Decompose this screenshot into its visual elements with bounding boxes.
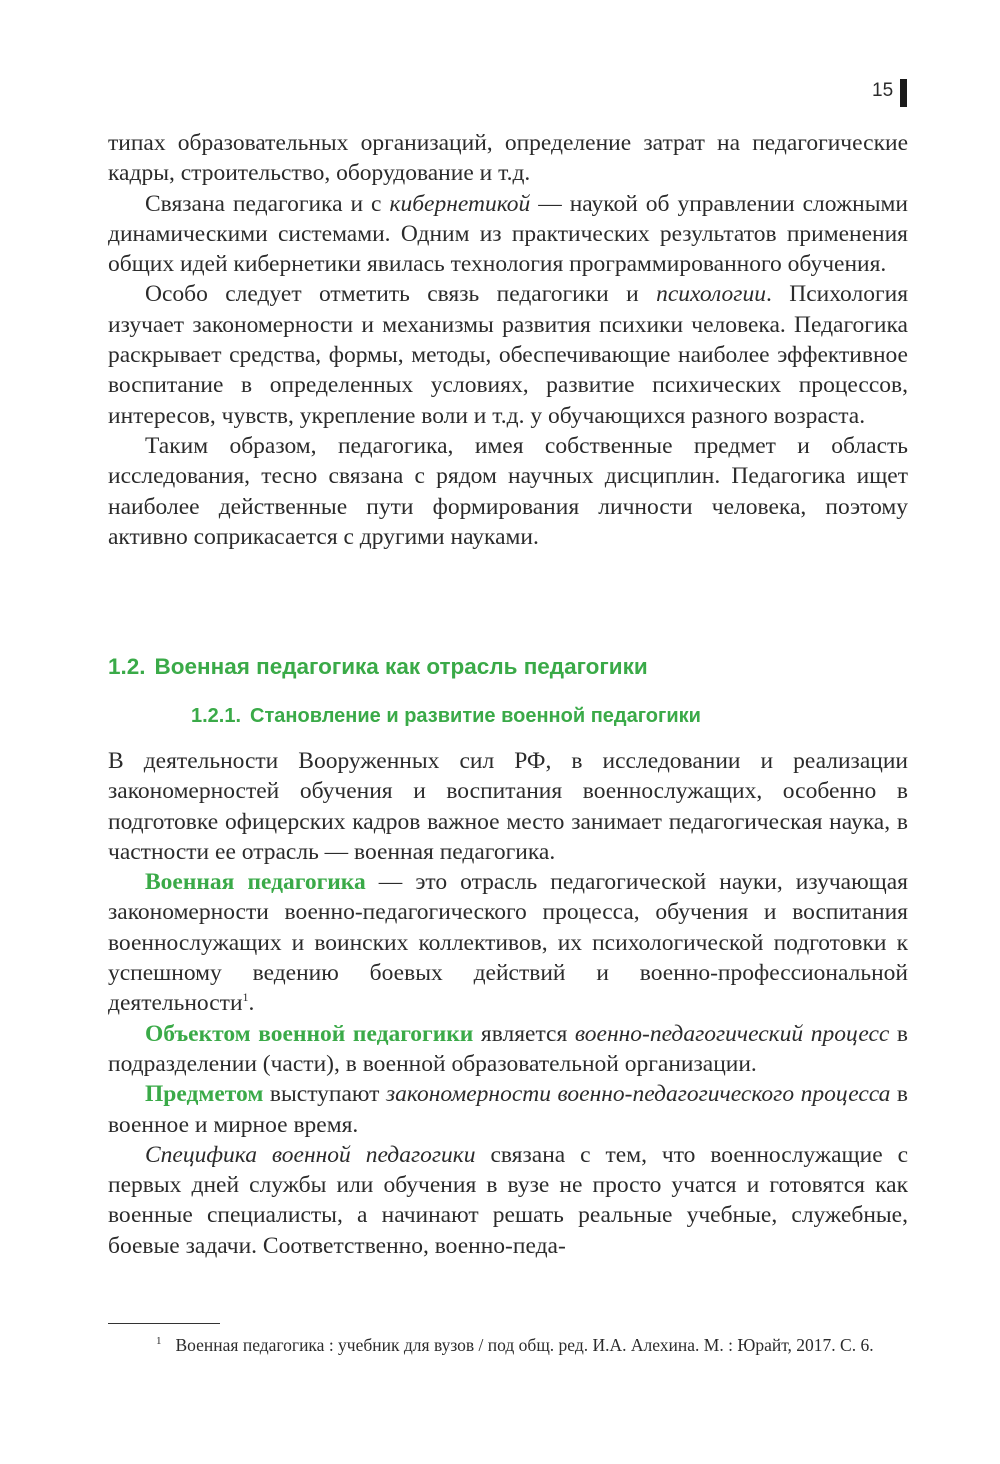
paragraph-7-text-start: является bbox=[473, 1020, 575, 1047]
paragraph-5 bbox=[108, 746, 908, 867]
body-text-top bbox=[108, 128, 908, 552]
paragraph-8-text-start: выступают bbox=[263, 1081, 386, 1108]
footnote-divider bbox=[108, 1323, 220, 1324]
paragraph-8-text-end: в военное и мирное время. bbox=[108, 1081, 908, 1138]
term-military-pedagogical-process: военно-педагогический процесс bbox=[574, 1020, 890, 1047]
page-number-bar bbox=[900, 79, 907, 107]
term-specifics: Специфика военной педагогики bbox=[145, 1141, 476, 1168]
term-subject: Предметом bbox=[145, 1081, 264, 1108]
paragraph-2-text-end: — наукой об управлении сложными динамическими системами. Одним из практических результатов применения общих идей кибернетики явилась технология программированного обучения. bbox=[108, 190, 908, 278]
paragraph-7-text-end: в подразделении (части), в военной образовательной организации. bbox=[108, 1020, 908, 1077]
footnote-marker: 1 bbox=[156, 1335, 162, 1348]
paragraph-9-text: связана с тем, что военнослужащие с первых дней службы или обучения в вузе не просто учатся и готовятся как военные специалисты, а начинают решать реальные учебные, служебные, боевые задачи. Соответственно, военно-педа- bbox=[108, 1141, 908, 1259]
paragraph-3-text-start: Особо следует отметить связь педагогики и bbox=[145, 281, 657, 308]
paragraph-7 bbox=[108, 1019, 908, 1080]
term-object: Объектом военной педагогики bbox=[145, 1020, 474, 1047]
section-number: 1.2. bbox=[108, 654, 146, 679]
footnote-reference[interactable]: 1 bbox=[242, 990, 249, 1005]
section-title-text: Военная педагогика как отрасль педагогики bbox=[154, 654, 648, 679]
section-heading bbox=[108, 654, 908, 680]
subsection-number: 1.2.1. bbox=[191, 705, 242, 727]
paragraph-6-text-end: . bbox=[248, 990, 255, 1017]
term-cybernetics: кибернетикой bbox=[389, 190, 531, 217]
term-regularities: закономерности военно-педагогического процесса bbox=[385, 1081, 891, 1108]
paragraph-3-text-end: . Психология изучает закономерности и механизмы развития психики человека. Педагогика раскрывает средства, формы, методы, обеспечивающие наиболее эффективное воспитание в определенных условиях, развитие психических процессов, интересов, чувств, укрепление воли и т.д. у обучающихся разного возраста. bbox=[108, 281, 908, 429]
paragraph-8 bbox=[108, 1079, 908, 1140]
paragraph-6-text: — это отрасль педагогической науки, изучающая закономерности военно-педагогического процесса, обучения и воспитания военнослужащих и воинских коллективов, их психологической подготовки к успешному ведению боевых действий и военно-профессиональной деятельности bbox=[108, 869, 908, 1017]
paragraph-4-text: Таким образом, педагогика, имея собственные предмет и область исследования, тесно связана с рядом научных дисциплин. Педагогика ищет наиболее действенные пути формирования личности человека, поэтому активно соприкасается с другими науками. bbox=[108, 432, 908, 550]
paragraph-6 bbox=[108, 867, 908, 1018]
body-text-bottom bbox=[108, 746, 908, 1261]
subsection-title-text: Становление и развитие военной педагогики bbox=[250, 705, 701, 727]
footnote-text: Военная педагогика : учебник для вузов / под общ. ред. И.А. Алехина. М. : Юрайт, 2017. С. 6. bbox=[175, 1335, 874, 1355]
page-number: 15 bbox=[872, 80, 894, 101]
paragraph-2-text-start: Связана педагогика и с bbox=[145, 190, 390, 217]
term-military-pedagogy: Военная педагогика bbox=[145, 869, 366, 896]
subsection-heading bbox=[191, 705, 911, 728]
paragraph-4 bbox=[108, 431, 908, 552]
paragraph-5-text: В деятельности Вооруженных сил РФ, в исследовании и реализации закономерностей обучения и воспитания военнослужащих, особенно в подготовке офицерских кадров важное место занимает педагогическая наука, в частности ее отрасль — военная педагогика. bbox=[108, 748, 908, 865]
footnote bbox=[108, 1333, 908, 1358]
paragraph-1-text: типах образовательных организаций, определение затрат на педагогические кадры, строительство, оборудование и т.д. bbox=[108, 130, 908, 187]
paragraph-1 bbox=[108, 128, 908, 189]
paragraph-9 bbox=[108, 1140, 908, 1261]
term-psychology: психологии bbox=[656, 281, 766, 308]
paragraph-3 bbox=[108, 279, 908, 430]
paragraph-2 bbox=[108, 189, 908, 280]
